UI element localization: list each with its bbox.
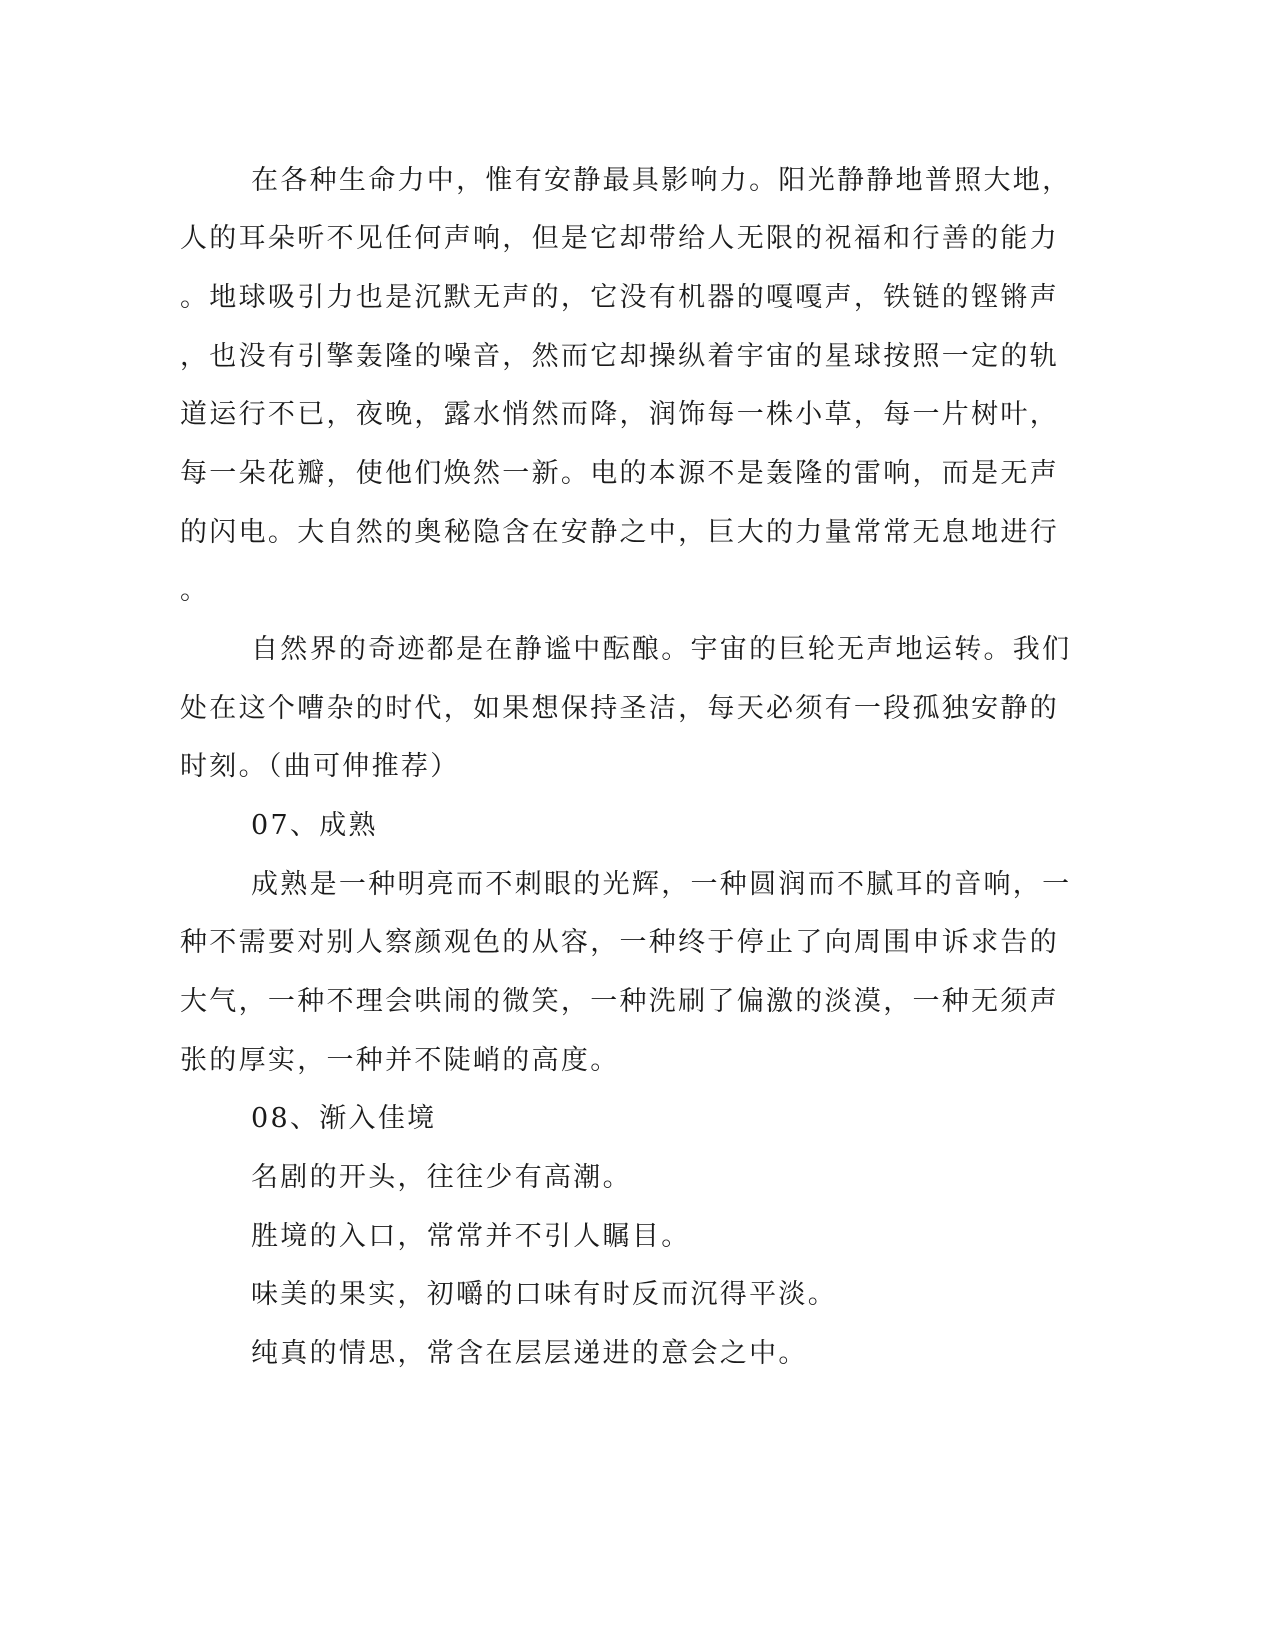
paragraph-3-line-2: 种不需要对别人察颜观色的从容，一种终于停止了向周围申诉求告的 xyxy=(180,927,1059,958)
paragraph-1-line-2: 人的耳朵听不见任何声响，但是它却带给人无限的祝福和行善的能力 xyxy=(180,223,1059,254)
paragraph-1-line-4: ，也没有引擎轰隆的噪音，然而它却操纵着宇宙的星球按照一定的轨 xyxy=(180,341,1059,372)
paragraph-1-line-8: 。 xyxy=(180,575,210,606)
paragraph-2-line-1: 自然界的奇迹都是在静谧中酝酿。宇宙的巨轮无声地运转。我们 xyxy=(251,634,1072,665)
verse-line-4: 纯真的情思，常含在层层递进的意会之中。 xyxy=(251,1338,808,1369)
paragraph-3-line-4: 张的厚实，一种并不陡峭的高度。 xyxy=(180,1045,620,1076)
verse-line-1: 名剧的开头，往往少有高潮。 xyxy=(251,1162,632,1193)
paragraph-2-line-2: 处在这个嘈杂的时代，如果想保持圣洁，每天必须有一段孤独安静的 xyxy=(180,693,1059,724)
section-heading-07: 07、成熟 xyxy=(251,810,378,841)
verse-line-3: 味美的果实，初嚼的口味有时反而沉得平淡。 xyxy=(251,1279,837,1310)
paragraph-3-line-1: 成熟是一种明亮而不刺眼的光辉，一种圆润而不腻耳的音响，一 xyxy=(251,869,1072,900)
paragraph-1-line-1: 在各种生命力中，惟有安静最具影响力。阳光静静地普照大地， xyxy=(251,165,1072,196)
paragraph-1-line-5: 道运行不已，夜晚，露水悄然而降，润饰每一株小草，每一片树叶， xyxy=(180,399,1059,430)
section-heading-08: 08、渐入佳境 xyxy=(251,1103,437,1134)
paragraph-3-line-3: 大气，一种不理会哄闹的微笑，一种洗刷了偏激的淡漠，一种无须声 xyxy=(180,986,1059,1017)
paragraph-1-line-3: 。地球吸引力也是沉默无声的，它没有机器的嘎嘎声，铁链的铿锵声 xyxy=(180,282,1059,313)
paragraph-1-line-7: 的闪电。大自然的奥秘隐含在安静之中，巨大的力量常常无息地进行 xyxy=(180,517,1059,548)
paragraph-2-line-3: 时刻。（曲可伸推荐） xyxy=(180,751,460,782)
paragraph-1-line-6: 每一朵花瓣，使他们焕然一新。电的本源不是轰隆的雷响，而是无声 xyxy=(180,458,1059,489)
verse-line-2: 胜境的入口，常常并不引人瞩目。 xyxy=(251,1221,691,1252)
